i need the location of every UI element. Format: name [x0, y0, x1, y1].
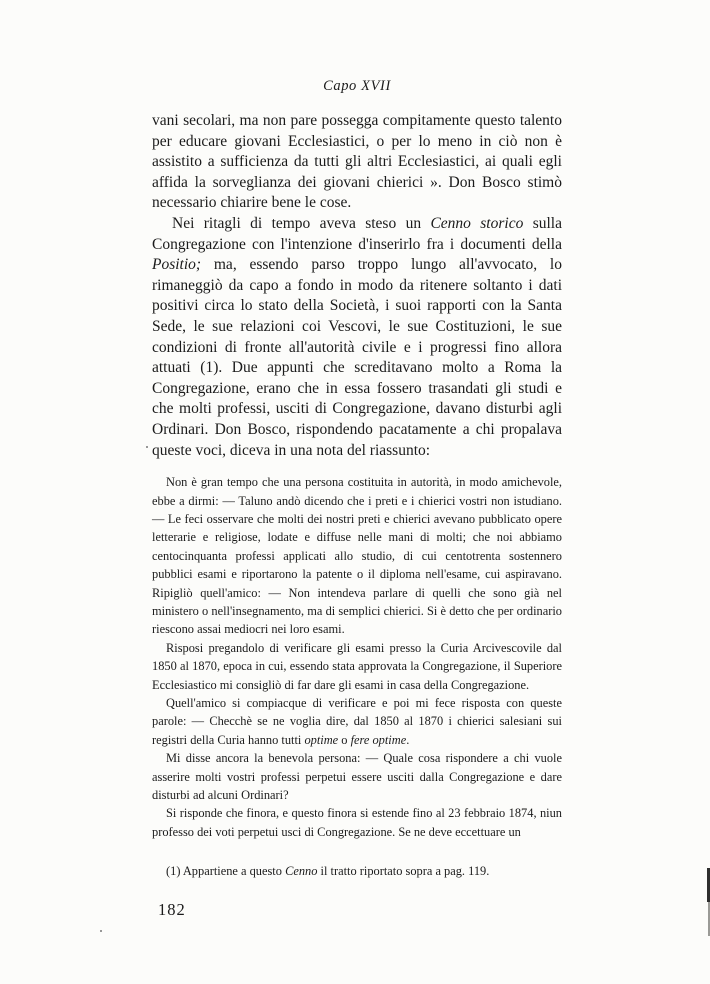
text-segment: vani secolari, ma non pare possegga compitamente questo talento per educare giovani Ecclesiastici, o per lo meno in ciò non è assistito a sufficienza da tutti gli altri Ecclesiastici, ai quali egli affida la sorveglianza dei giovani chierici ». Don Bosco stimò necessario chiarire bene le cose.	[152, 112, 562, 212]
text-segment: sulla Congregazione con l'intenzione d'inserirlo fra i documenti della	[152, 214, 562, 253]
text-segment: Positio;	[152, 256, 202, 274]
text-segment: Mi disse ancora la benevola persona: — Quale cosa rispondere a chi vuole asserire molti vostri professi perpetui essere usciti dalla Congregazione e dare disturbi ad alcuni Ordinari?	[152, 751, 562, 802]
page-number: 182	[158, 900, 186, 920]
running-head: Capo XVII	[323, 78, 391, 94]
paragraph	[152, 473, 562, 639]
scan-speck	[100, 930, 102, 932]
text-segment: Nei ritagli di tempo aveva steso un	[172, 214, 431, 232]
text-segment: il tratto riportato sopra a pag. 119.	[317, 864, 490, 879]
text-segment: Cenno	[285, 864, 318, 879]
paragraph	[152, 111, 562, 214]
paragraph	[152, 639, 562, 694]
text-segment: ma, essendo parso troppo lungo all'avvocato, lo rimaneggiò da capo a fondo in modo da ritenere soltanto i dati positivi circa lo stato della Società, i suoi rapporti con la Santa Sede, le sue relazioni coi Vescovi, le sue Costituzioni, le sue condizioni di fronte all'autorità civile e i progressi fino allora attuati (1). Due appunti che screditavano molto a Roma la Congregazione, erano che in essa fossero trasandati gli studi e che molti professi, usciti di Congregazione, davano disturbi agli Ordinari. Don Bosco, rispondendo pacatamente a chi propalava queste voci, diceva in una nota del riassunto:	[152, 256, 562, 459]
text-segment: Quell'amico si compiacque di verificare e poi mi fece risposta con queste parole: — Checchè se ne voglia dire, dal 1850 al 1870 i chierici salesiani sui registri della Curia hanno tutti	[152, 695, 562, 747]
paragraph	[152, 749, 562, 804]
text-segment: Risposi pregandolo di verificare gli esami presso la Curia Arcivescovile dal 1850 al 1870, epoca in cui, essendo stata approvata la Congregazione, il Superiore Ecclesiastico mi consigliò di far dare gli esami in casa della Congregazione.	[152, 640, 562, 692]
text-segment: optime	[304, 732, 339, 747]
body-text	[152, 111, 562, 841]
footnote	[152, 863, 562, 880]
scan-speck	[146, 446, 148, 448]
text-segment: o	[338, 732, 351, 747]
text-segment: Non è gran tempo che una persona costituita in autorità, in modo amichevole, ebbe a dirmi: — Taluno andò dicendo che i preti e i chierici vostri non istudiano. — Le feci osservare che molti dei nostri preti e chierici avevano pubblicato opere letterarie e religiose, lodate e diffuse nelle mani di molti; che noi abbiamo centocinquanta professi applicati allo studio, di cui centotrenta sostennero pubblici esami e riportarono la patente o il diploma nell'esame, cui aspiravano. Ripigliò quell'amico: — Non intendeva parlare di quelli che sono già nel ministero o nell'insegnamento, ma di semplici chierici. Si è detto che per ordinario riescono assai mediocri nei loro esami.	[152, 475, 562, 637]
text-segment: Cenno storico	[430, 214, 524, 232]
text-segment: (1) Appartiene a questo	[166, 864, 286, 879]
text-segment: fere optime	[350, 732, 407, 747]
paragraph	[152, 804, 562, 841]
paragraph	[152, 694, 562, 749]
book-page	[152, 78, 562, 920]
text-segment: .	[406, 732, 410, 747]
text-segment: Si risponde che finora, e questo finora si estende fino al 23 febbraio 1874, niun professo dei voti perpetui usci di Congregazione. Se ne deve eccettuare un	[152, 806, 562, 839]
paragraph	[152, 214, 562, 461]
